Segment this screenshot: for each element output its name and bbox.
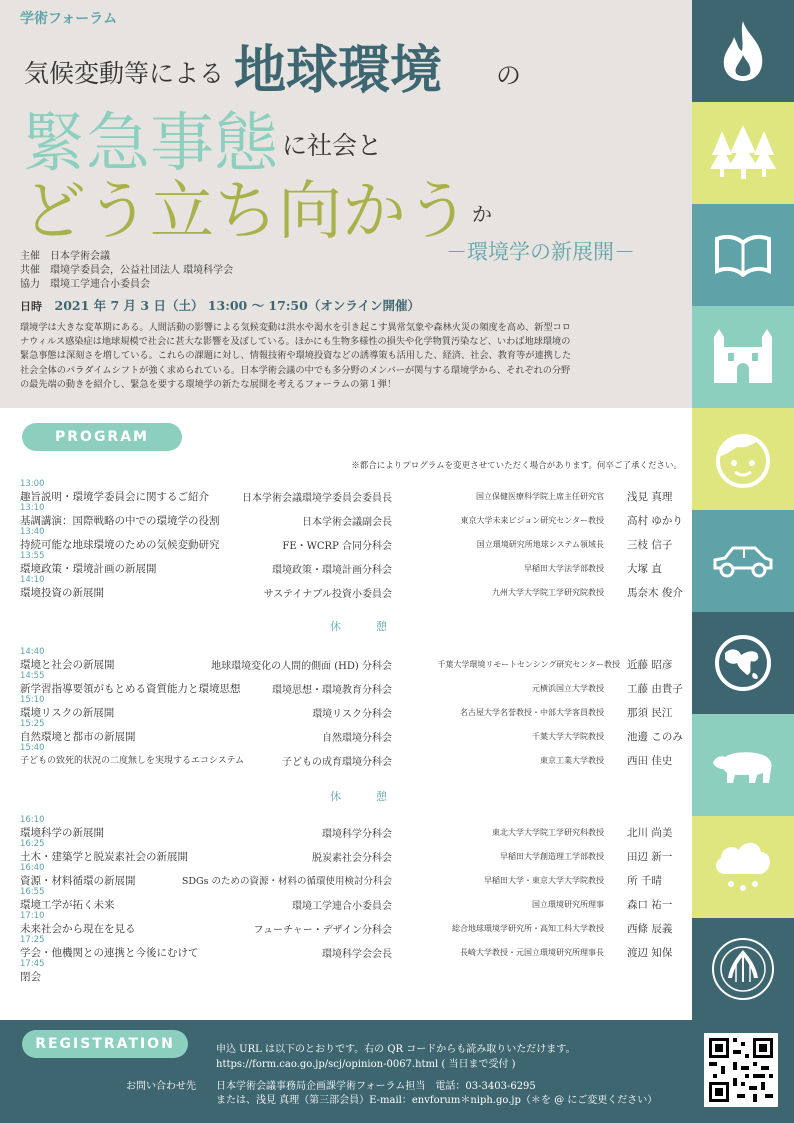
program-session: 自然環境分科会	[322, 733, 392, 744]
program-affiliation: 東京大学未来ビジョン研究センター教授	[460, 516, 604, 525]
time-label: 16:55	[20, 887, 45, 897]
title-line2-big: 緊急事態	[22, 107, 278, 181]
program-title: 子どもの致死的状況の二度無しを実現するエコシステム	[20, 756, 245, 766]
time-label: 15:25	[20, 719, 45, 729]
program-affiliation: 早稲田大学・東京大学大学院教授	[484, 876, 604, 885]
program-session: 環境科学分科会	[322, 829, 392, 840]
building-icon	[712, 329, 774, 385]
time-label: 13:40	[20, 527, 45, 537]
icon-strip	[692, 0, 794, 1020]
program-title: 環境と社会の新展開	[20, 659, 115, 671]
rain-cloud-icon	[711, 838, 775, 896]
program-speaker: 所 千晴	[627, 875, 662, 887]
program-session: 環境思想・環境教育分科会	[272, 685, 392, 696]
break-label: 休 憩	[330, 620, 399, 633]
program-session: 環境工学連合小委員会	[292, 901, 392, 912]
program-affiliation: 東京工業大学教授	[540, 756, 604, 765]
program-speaker: 三枝 信子	[627, 539, 673, 551]
program-session: フューチャー・デザイン分科会	[253, 925, 392, 936]
program-speaker: 工藤 由貴子	[627, 683, 683, 695]
program-title: 環境投資の新展開	[20, 587, 104, 599]
trees-icon	[708, 125, 778, 181]
program-session: サステイナブル投資小委員会	[263, 589, 392, 600]
car-icon	[711, 544, 775, 578]
organizer-row: 協力 環境工学連合小委員会	[20, 279, 150, 290]
title-line3-big: どう立ち向かう	[22, 175, 470, 249]
program-affiliation: 長崎大学教授・元国立環境研究所理事長	[460, 948, 604, 957]
contact-phone: 日本学術会議事務局企画課学術フォーラム担当 電話：03-3403-6295	[216, 1081, 536, 1092]
program-title: 資源・材料循環の新展開	[20, 875, 136, 887]
program-title: 閉会	[20, 971, 41, 983]
program-label: PROGRAM	[22, 423, 182, 451]
time-label: 14:10	[20, 575, 45, 585]
program-affiliation: 元横浜国立大学教授	[532, 684, 604, 693]
program-session: 日本学術会議副会長	[302, 517, 392, 528]
program-affiliation: 早稲田大学法学部教授	[524, 564, 604, 573]
time-label: 17:10	[20, 911, 45, 921]
title-line1-small: 気候変動等による	[24, 59, 225, 88]
fire-icon	[716, 19, 770, 83]
break-label: 休 憩	[330, 790, 399, 803]
program-speaker: 池邊 このみ	[627, 731, 683, 743]
program-session: 脱炭素社会分科会	[312, 853, 392, 864]
fire-band	[692, 0, 794, 102]
organizers	[20, 250, 233, 292]
title-line1-tail: の	[496, 61, 522, 90]
program-session: 地球環境変化の人間的側面 (HD) 分科会	[211, 661, 392, 672]
seal-band	[692, 918, 794, 1020]
title-line3-tail: か	[472, 202, 492, 226]
program-affiliation: 名古屋大学名誉教授・中部大学客員教授	[460, 708, 604, 717]
program-session: 環境科学会会長	[322, 949, 392, 960]
rain-band	[692, 816, 794, 918]
registration-text: 申込 URL は以下のとおりです。右の QR コードからも読み取りいただけます。	[216, 1044, 576, 1055]
program-speaker: 渡辺 知保	[627, 947, 673, 959]
program-affiliation: 国立環境研究所理事	[532, 900, 604, 909]
program-speaker: 田辺 新一	[627, 851, 673, 863]
program-affiliation: 九州大学大学院工学研究院教授	[492, 588, 604, 597]
bear-icon	[711, 745, 775, 785]
program-affiliation: 早稲田大学創造理工学部教授	[500, 852, 604, 861]
scj-seal-icon	[710, 936, 776, 1002]
program-session: 子どもの成育環境分科会	[282, 757, 392, 768]
program-session: 日本学術会議環境学委員会委員長	[242, 493, 392, 504]
program-title: 環境工学が拓く未来	[20, 899, 115, 911]
program-speaker: 大塚 直	[627, 563, 662, 575]
program-note: ※都合によりプログラムを変更させていただく場合があります。何卒ご了承ください。	[351, 461, 682, 471]
program-title: 基調講演：国際戦略の中での環境学の役割	[20, 515, 220, 527]
contact-label: お問い合わせ先	[126, 1081, 196, 1092]
time-label: 14:55	[20, 671, 45, 681]
time-label: 16:10	[20, 815, 45, 825]
program-title: 未来社会から現在を見る	[20, 923, 136, 935]
time-label: 15:10	[20, 695, 45, 705]
program-affiliation: 東北大学大学院工学研究科教授	[492, 828, 604, 837]
program-title: 環境科学の新展開	[20, 827, 104, 839]
forum-label: 学術フォーラム	[20, 11, 118, 27]
program-speaker: 那須 民江	[627, 707, 673, 719]
intro-text: 環境学は大きな変革期にある。人間活動の影響による気候変動は洪水や渇水を引き起こす異常気象や森林火災の頻度を高め、新型コロ ナウィルス感染症は地球規模で社会に甚大な影響を及ぼしている。ほかにも生物多様性の損失や化学物質汚染など、いわば地球環境の 緊急事態は深刻さを増している。これらの課題に対し、情報技術や環境投資などの誘導策も活用した、経済、社会、教育等が連携した 社会全体のパラダイムシフトが強く求められている。日本学術会議の中でも多分野のメンバーが関与する環境学から、それぞれの分野 の最先端の動きを紹介し、緊急を要する環境学の新たな展開を考えるフォーラムの第１弾！	[20, 322, 572, 390]
book-icon	[713, 233, 773, 277]
organizer-row: 共催 環境学委員会，公益社団法人 環境科学会	[20, 265, 234, 276]
time-label: 13:55	[20, 551, 45, 561]
globe-band	[692, 612, 794, 714]
program-session: 環境政策・環境計画分科会	[272, 565, 392, 576]
program-speaker: 近藤 昭彦	[627, 659, 673, 671]
program-affiliation: 国立環境研究所地球システム領域長	[476, 540, 604, 549]
time-label: 16:25	[20, 839, 45, 849]
title-line1-big: 地球環境	[234, 41, 443, 101]
program-affiliation: 千葉大学大学院教授	[532, 732, 604, 741]
program-title: 学会・他機関との連携と今後にむけて	[20, 947, 199, 959]
registration-url[interactable]: https://form.cao.go.jp/scj/opinion-0067.html ( 当日まで受付 )	[216, 1059, 516, 1070]
program-speaker: 西條 辰義	[627, 923, 673, 935]
car-band	[692, 510, 794, 612]
time-label: 13:10	[20, 503, 45, 513]
program-affiliation: 国立保健医療科学院上席主任研究官	[476, 492, 604, 501]
child-band	[692, 408, 794, 510]
qr-code-icon	[704, 1033, 778, 1107]
program-title: 自然環境と都市の新展開	[20, 731, 136, 743]
program-speaker: 馬奈木 俊介	[627, 587, 683, 599]
contact-email[interactable]: または、浅見 真理（第三部会員）E-mail：envforum＊niph.go.jp（＊を @ にご変更ください）	[216, 1095, 658, 1106]
program-speaker: 高村 ゆかり	[627, 515, 683, 527]
globe-icon	[713, 633, 773, 693]
trees-band	[692, 102, 794, 204]
program-speaker: 北川 尚美	[627, 827, 673, 839]
program-speaker: 西田 佳史	[627, 755, 673, 767]
child-face-icon	[713, 429, 773, 489]
time-label: 17:45	[20, 959, 45, 969]
program-title: 新学習指導要領がもとめる資質能力と環境思想	[20, 683, 241, 695]
program-speaker: 森口 祐一	[627, 899, 673, 911]
program-session: 環境リスク分科会	[312, 709, 392, 720]
qr-code[interactable]	[704, 1033, 778, 1107]
program-affiliation: 千葉大学環境リモートセンシング研究センター教授	[437, 660, 620, 669]
program-speaker: 浅見 真理	[627, 491, 673, 503]
program-title: 環境リスクの新展開	[20, 707, 115, 719]
book-band	[692, 204, 794, 306]
program-session: FE・WCRP 合同分科会	[282, 541, 392, 552]
program-title: 土木・建築学と脱炭素社会の新展開	[20, 851, 188, 863]
subtitle: －環境学の新展開－	[446, 240, 635, 264]
program-title: 環境政策・環境計画の新展開	[20, 563, 157, 575]
time-label: 17:25	[20, 935, 45, 945]
building-band	[692, 306, 794, 408]
program-affiliation: 総合地球環境学研究所・高知工科大学教授	[452, 924, 604, 933]
registration-label: REGISTRATION	[22, 1030, 188, 1058]
program-title: 趣旨説明・環境学委員会に関するご紹介	[20, 491, 209, 503]
organizer-row: 主催 日本学術会議	[20, 251, 110, 262]
program-session: SDGs のための資源・材料の循環使用検討分科会	[181, 876, 392, 887]
bear-band	[692, 714, 794, 816]
time-label: 15:40	[20, 743, 45, 753]
time-label: 14:40	[20, 647, 45, 657]
time-label: 13:00	[20, 479, 45, 489]
event-date: 日時 2021 年 7 月 3 日（土） 13:00 ～ 17:50（オンライン開催）	[20, 298, 420, 313]
title-line2-tail: に社会と	[282, 131, 383, 160]
program-title: 持続可能な地球環境のための気候変動研究	[20, 539, 220, 551]
time-label: 16:40	[20, 863, 45, 873]
